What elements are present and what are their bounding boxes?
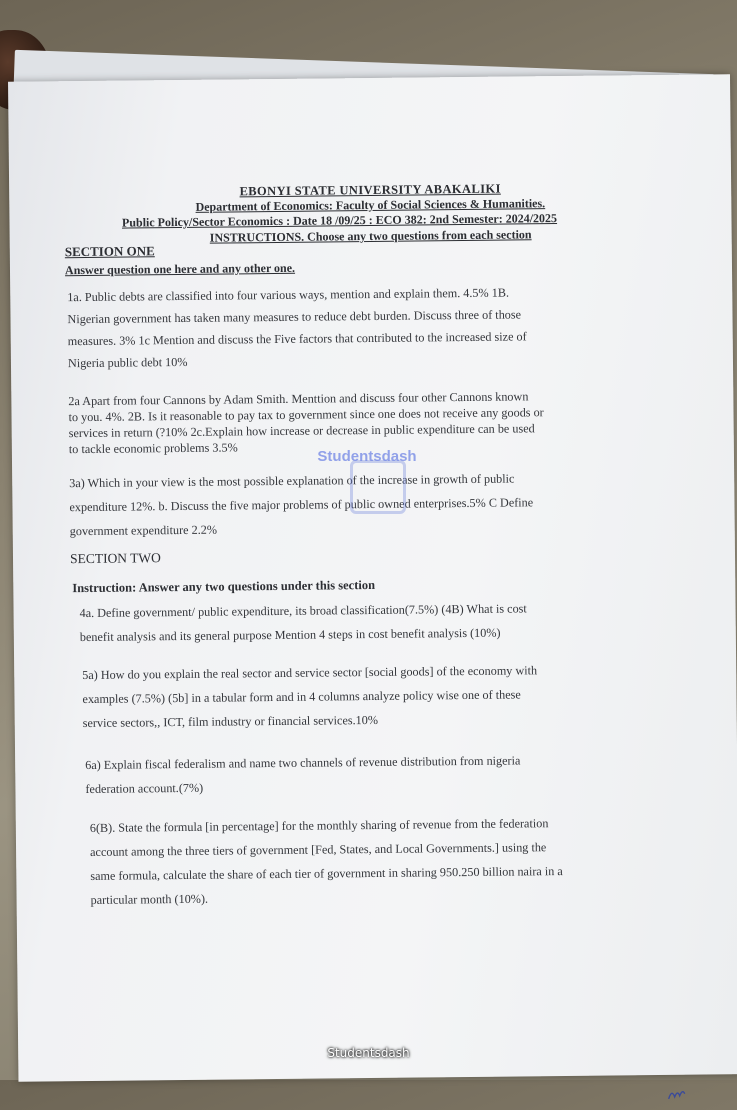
q5-line: examples (7.5%) (5b] in a tabular form and in 4 columns analyze policy wise one of these [82,687,521,707]
q4-line: benefit analysis and its general purpose Mention 4 steps in cost benefit analysis (10%) [79,625,501,645]
question-6a [85,747,685,801]
q6a-line: 6a) Explain fiscal federalism and name two channels of revenue distribution from nigeria [85,753,521,773]
q1-line: Nigerian government has taken many measures to reduce debt burden. Discuss three of those [67,307,522,327]
q2-line: 2a Apart from four Cannons by Adam Smith. Menttion and discuss four other Cannons known [68,389,529,409]
q1-line: 1a. Public debts are classified into four various ways, mention and explain them. 4.5% 1B. [67,285,510,305]
section-one-instruction: Answer question one here and any other one. [64,260,296,278]
watermark-footer: Studentsdash [327,1046,410,1060]
q3-line: 3a) Which in your view is the most possible explanation of the increase in growth of public [69,471,515,491]
instructions-line: INSTRUCTIONS. Choose any two questions from each section [209,227,532,245]
watermark-logo-icon [350,460,406,514]
course-line: Public Policy/Sector Economics : Date 18 /09/25 : ECO 382: 2nd Semester: 2024/2025 [121,211,558,230]
department-line: Department of Economics: Faculty of Social Sciences & Humanities. [195,196,546,214]
pen-scribble-icon [667,1087,687,1103]
question-2 [68,387,669,457]
q6a-line: federation account.(7%) [85,780,204,797]
section-two-instruction: Instruction: Answer any two questions under this section [72,577,376,596]
university-name: EBONYI STATE UNIVERSITY ABAKALIKI [239,181,501,199]
q2-line: to tackle economic problems 3.5% [68,440,238,457]
question-5 [82,657,683,735]
question-6b [90,810,691,912]
section-two-title: SECTION TWO [69,550,161,567]
question-1 [67,280,668,374]
q6b-line: particular month (10%). [90,891,209,907]
q1-line: Nigeria public debt 10% [67,354,188,371]
q5-line: 5a) How do you explain the real sector and service sector [social goods] of the economy with [82,663,538,683]
q3-line: expenditure 12%. b. Discuss the five major problems of public owned enterprises.5% C Define [69,495,534,515]
q1-line: measures. 3% 1c Mention and discuss the Five factors that contributed to the increased size of [67,329,527,349]
exam-paper [8,74,737,1082]
q6b-line: account among the three tiers of government [Fed, States, and Local Governments.] using the [90,840,547,859]
question-4 [79,595,679,649]
q6b-line: 6(B). State the formula [in percentage] for the monthly sharing of revenue from the federation [89,816,549,835]
q3-line: government expenditure 2.2% [69,522,218,539]
section-one-title: SECTION ONE [64,243,155,260]
q6b-line: same formula, calculate the share of each tier of government in sharing 950.250 billion naira in a [90,864,563,883]
exam-content [8,74,737,1082]
q4-line: 4a. Define government/ public expenditure, its broad classification(7.5%) (4B) What is cost [79,601,527,621]
q5-line: service sectors,, ICT, film industry or financial services.10% [82,712,379,731]
q2-line: to you. 4%. 2B. Is it reasonable to pay tax to government since one does not receive any goods or [68,405,544,425]
q2-line: services in return (?10% 2c.Explain how increase or decrease in public expenditure can be used [68,421,535,441]
watermark-center: Studentsdash [317,448,417,465]
